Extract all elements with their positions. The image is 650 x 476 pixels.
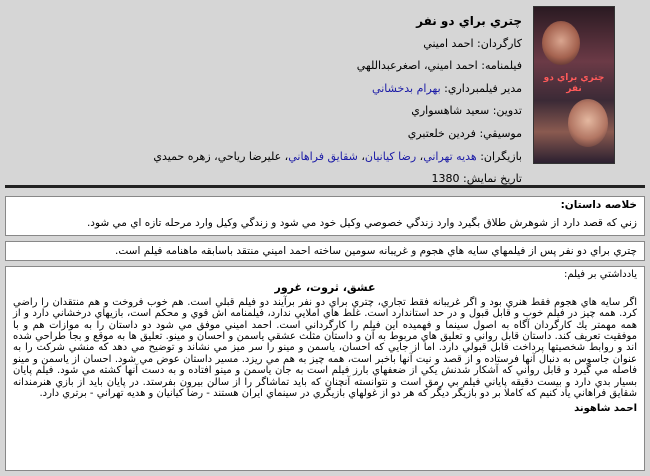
synopsis-heading: خلاصه داستان:	[560, 199, 637, 211]
cast-label: بازيگران:	[480, 149, 522, 163]
writers-value: احمد اميني، اصغرعبداللهي	[356, 59, 478, 73]
cast-link-3[interactable]: شقايق فراهاني	[288, 149, 358, 163]
writers-row	[102, 55, 522, 78]
editor-value: سعيد شاهسواري	[411, 104, 490, 118]
review-subtitle: عشق، ثروت، غرور	[274, 281, 376, 295]
poster-caption: چتري براي دو نفر	[543, 73, 605, 94]
writers-label: فيلمنامه:	[481, 59, 522, 73]
poster-face-right	[568, 99, 608, 147]
film-info	[102, 10, 522, 191]
section-divider	[5, 185, 645, 188]
cast-link-1[interactable]: هديه تهراني	[423, 149, 477, 163]
synopsis-text: زني كه قصد دارد از شوهرش طلاق بگيرد وارد زندگي خصوصي وكيل خود مي شود و زندگي وكيل وارد مرحله تازه اي مي شود.	[86, 217, 637, 229]
film-title: چتري براي دو نفر	[416, 14, 522, 28]
film-header	[0, 0, 650, 186]
editor-row	[102, 100, 522, 123]
cast-row: بازيگران: هديه تهراني، رضا كيانيان، شقايق فراهاني، عليرضا رياحي، زهره حميدي	[153, 149, 522, 163]
note-box	[5, 241, 645, 261]
director-label: كارگردان:	[477, 36, 522, 50]
synopsis-box	[5, 196, 645, 236]
cast-link-2[interactable]: رضا كيانيان	[364, 149, 417, 163]
review-body: اگر سايه هاي هجوم فقط هنري بود و اگر غريبانه فقط تجاري، چتري براي دو نفر برآيند دو فيلم قبلي است. هم خوب فروخت و هم منتقدان را راضي كرد. همه چيز در فيلم خوب و قابل قبول و در حد استاندارد است. غلط هاي املايي ندارد، فيلمنامه اش قوي و محكم است، بازيهاي درخشاني دارد و از همه مهمتر يك كارگردان آگاه به اصول سينما و فهميده اين فيلم را كارگرداني است. احمد اميني موفق مي شود دو داستان را به موازات هم و با موفقيت تعريف كند. داستان قابل رواني و تعليق هاي مربوط به آن و داستان مثلث عشقي ياسمن و احسان و مينو. تعليق ها به موقع و بجا طراحي شده اند و روابط شخصيتها پرداخت قابل قبولي دارد. اما از جايي كه احسان، ياسمن و مينو را سر ميز مي نشاند و توضيح مي دهد كه منشي شركت را به عنوان جاسوس به دنبال آنها فرستاده و از قصد و نيت آنها باخبر است، همه چيز به هم مي ريزد. مسير داستان عوض مي شود. احسان از ياسمن و مينو فاصله مي گيرد و قابل رواني كه آشكار شدنش يكي از ضعفهاي بارز فيلم است به جان ياسمن و مينو افتاده و به دست آنها كشته مي شود. فيلم پايان بسيار بدي دارد و بيست دقيقه پاياني فيلم بي رمق است و نتوانسته آنچنان كه بايد تماشاگر را از سالن بيرون بفرستد. در پايان بايد از بازي هنرمندانه شقايق فراهاني ياد كنيم كه كاملا بر دو بازيگر ديگر كه هر دو از غولهاي بازيگري در سينماي ايران هستند - رضا كيانيان و هديه تهراني - برتري دارد.	[13, 296, 637, 400]
music-value: فردين خلعتبري	[407, 126, 476, 140]
review-heading: يادداشتي بر فيلم:	[563, 269, 637, 280]
review-author: احمد شاهوند	[574, 403, 637, 415]
director-value: احمد اميني	[423, 36, 474, 50]
release-label: تاريخ نمايش:	[463, 172, 522, 186]
cinematographer-row	[102, 78, 522, 101]
cinematographer-link[interactable]: بهرام بدخشاني	[372, 81, 441, 95]
note-text: چتري براي دو نفر پس از فيلمهاي سايه هاي هجوم و غريبانه سومين ساخته احمد اميني منتقد باسابقه ماهنامه فيلم است.	[115, 245, 637, 257]
cinematographer-label: مدير فيلمبرداري:	[444, 81, 522, 95]
editor-label: تدوين:	[492, 104, 522, 118]
music-label: موسيقي:	[479, 126, 522, 140]
review-box	[5, 266, 645, 471]
cast-rest: عليرضا رياحي، زهره حميدي	[153, 149, 282, 163]
release-value: 1380	[431, 172, 460, 186]
director-row	[102, 33, 522, 56]
film-poster	[533, 6, 615, 164]
music-row	[102, 123, 522, 146]
poster-face-left	[542, 21, 580, 65]
